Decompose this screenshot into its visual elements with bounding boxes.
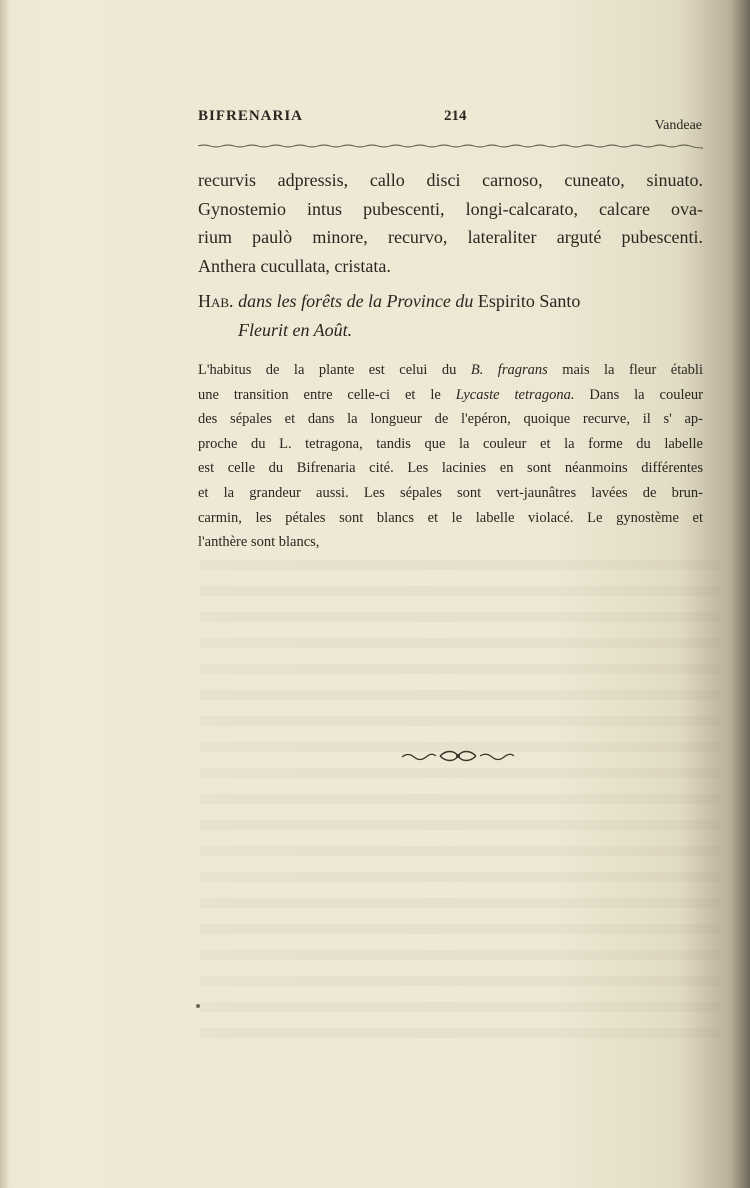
french-text: et la grandeur aussi. Les sépales sont vert-jaunâtres lavées de brun- [198, 484, 703, 501]
page-left-edge [0, 0, 8, 1188]
ink-speck [196, 1004, 200, 1008]
latin-description [198, 166, 703, 280]
french-line [198, 383, 703, 408]
french-text: proche du L. tetragona, tandis que la couleur et la forme du labelle [198, 435, 703, 452]
page-number: 214 [444, 108, 467, 124]
french-line [198, 358, 703, 383]
french-text: des sépales et dans la longueur de l'epéron, quoique recurve, il s' ap- [198, 411, 703, 428]
habitat-line [198, 287, 703, 316]
latin-line: Anthera cucullata, cristata. [198, 255, 391, 276]
french-text: est celle du Bifrenaria cité. Les lacinies en sont néanmoins différentes [198, 460, 703, 477]
latin-line: Gynostemio intus pubescenti, longi-calcarato, calcare ova- [198, 198, 703, 219]
show-through-text [200, 560, 720, 1040]
french-line [198, 407, 703, 432]
header-rule [198, 142, 703, 152]
french-text: carmin, les pétales sont blancs et le labelle violacé. Le gynostème et [198, 509, 703, 526]
flowering-text: Fleurit en Août. [238, 319, 353, 340]
french-line [198, 481, 703, 506]
french-line [198, 506, 703, 531]
habitat-place: Espirito Santo [477, 291, 581, 311]
habitat-paragraph [198, 287, 703, 344]
italic-taxon: B. fragrans [470, 362, 548, 378]
latin-line: rium paulò minore, recurvo, lateraliter arguté pubescenti. [198, 227, 703, 247]
habitat-label: Hab. [198, 291, 234, 311]
french-line [198, 530, 703, 555]
italic-taxon: Lycaste tetragona. [455, 386, 575, 403]
tribe-name: Vandeae [654, 118, 702, 133]
french-line [198, 432, 703, 457]
page-header [198, 108, 704, 132]
latin-line: recurvis adpressis, callo disci carnoso, cuneato, sinuato. [198, 170, 703, 190]
fleuron-ornament [400, 748, 516, 764]
french-text: une transition entre celle-ci et le [198, 386, 456, 403]
french-text: l'anthère sont blancs, [198, 534, 320, 551]
running-title: BIFRENARIA [198, 108, 304, 124]
french-text: L'habitus de la plante est celui du [198, 362, 471, 378]
french-description [198, 358, 703, 555]
french-text: mais la fleur établi [547, 362, 703, 378]
habitat-text: dans les forêts de la Province du [238, 291, 474, 311]
french-text: Dans la couleur [574, 386, 703, 403]
french-line [198, 456, 703, 481]
